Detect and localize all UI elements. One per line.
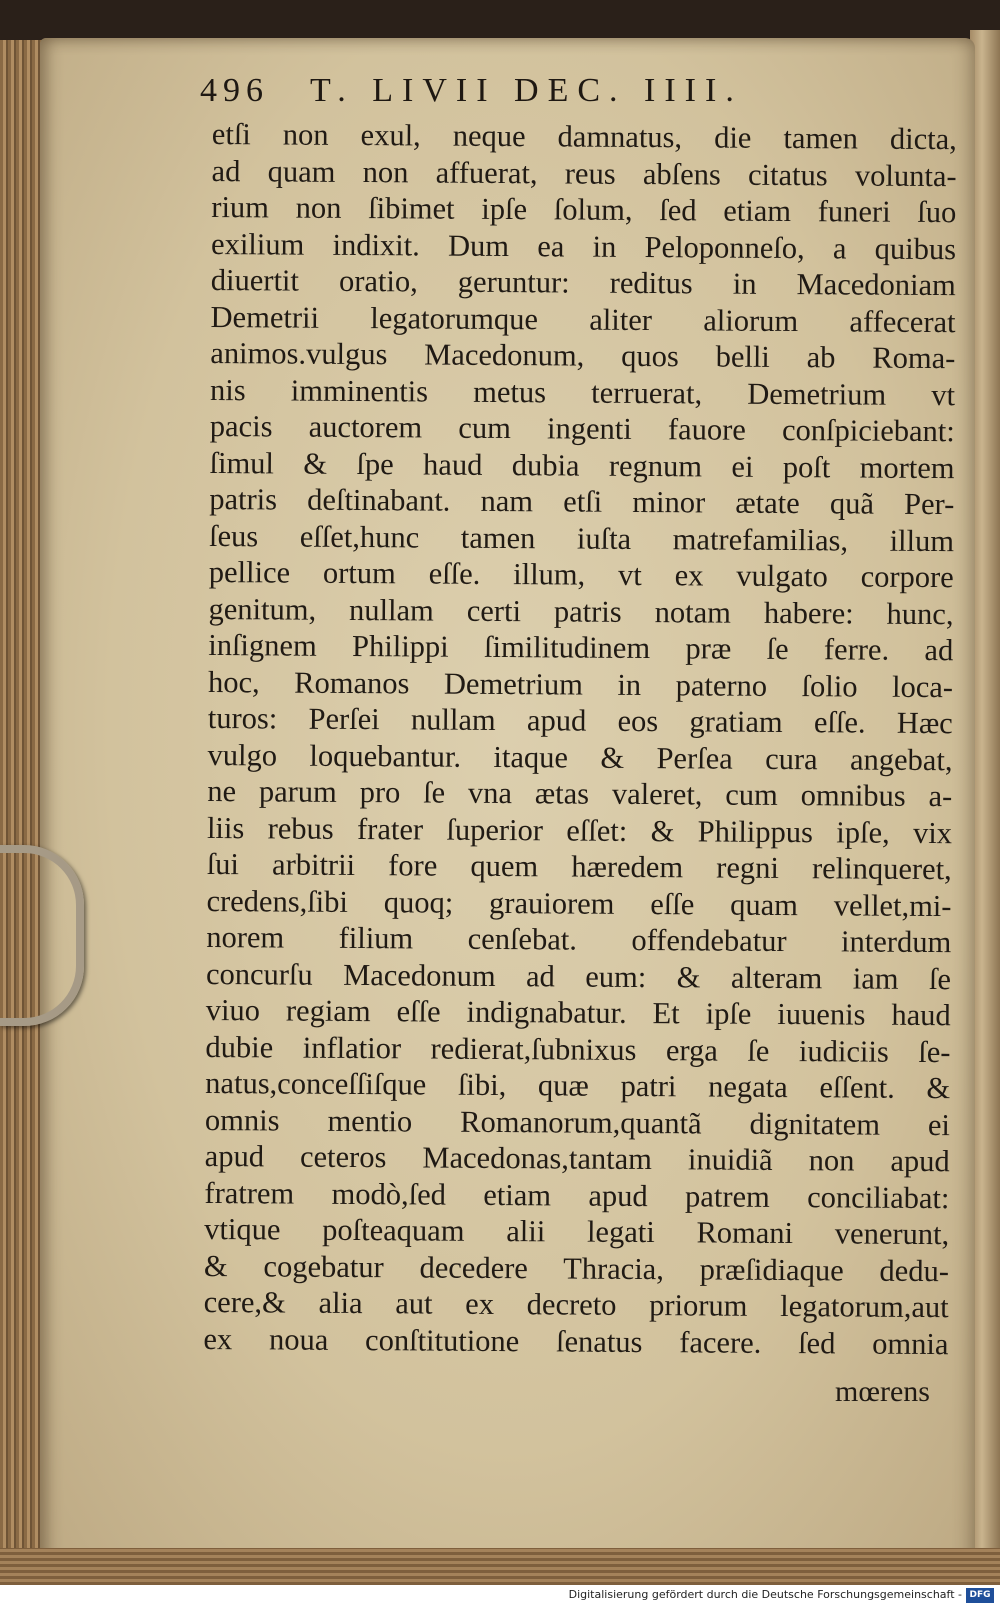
text-line: patris deſtinabant. nam etſi minor ætate quã Per-	[209, 481, 955, 522]
text-line: genitum, nullam certi patris notam habere: hunc,	[208, 591, 954, 631]
digitization-credit-bar	[0, 1585, 1000, 1607]
text-line: hoc, Romanos Demetrium in paterno ſolio loca-	[207, 664, 954, 704]
text-line: exilium indixit. Dum ea in Peloponneſo, a quibus	[210, 226, 957, 266]
text-line: ad quam non affuerat, reus abſens citatus volunta-	[211, 153, 957, 193]
credit-text: Digitalisierung gefördert durch die Deutsche Forschungsgemeinschaft -	[568, 1588, 962, 1601]
page-header	[200, 72, 850, 116]
text-line: turos: Perſei nullam apud eos gratiam eſſe. Hæc	[207, 700, 953, 741]
text-line: liis rebus frater ſuperior eſſet: & Philippus ipſe, vix	[206, 810, 953, 850]
dfg-logo-icon: DFG	[966, 1588, 994, 1603]
text-line: natus,conceſſiſque ſibi, quæ patri negata eſſent. &	[205, 1065, 951, 1106]
page-number: 496	[200, 72, 269, 109]
text-line: ſui arbitrii fore quem hæredem regni relinqueret,	[206, 846, 952, 887]
text-line: viuo regiam eſſe indignabatur. Et ipſe iuuenis haud	[205, 992, 951, 1033]
text-line: inſignem Philippi ſimilitudinem præ ſe ferre. ad	[208, 627, 954, 668]
text-line: dubie inflatior redierat,ſubnixus erga ſe iudiciis ſe-	[205, 1029, 951, 1069]
text-line: credens,ſibi quoq; grauiorem eſſe quam vellet,mi-	[206, 883, 952, 923]
text-line: Demetrii legatorumque aliter aliorum affecerat	[210, 299, 956, 339]
text-line: & cogebatur decedere Thracia, præſidiaque dedu-	[203, 1248, 950, 1288]
text-line: rium non ſibimet ipſe ſolum, ſed etiam funeri ſuo	[211, 189, 957, 230]
text-line: fratrem modò,ſed etiam apud patrem conciliabat:	[204, 1175, 950, 1215]
text-line: pacis auctorem cum ingenti fauore conſpiciebant:	[209, 408, 955, 449]
text-line: etſi non exul, neque damnatus, die tamen dicta,	[211, 116, 957, 157]
text-line: ne parum pro ſe vna ætas valeret, cum omnibus a-	[207, 773, 953, 814]
book-page-edges-bottom	[0, 1548, 1000, 1585]
running-head: T. LIVII DEC. IIII.	[310, 72, 743, 109]
text-line: ſeus eſſet,hunc tamen iuſta matrefamilias, illum	[208, 518, 955, 558]
catchword: mœrens	[835, 1375, 930, 1408]
text-line: omnis mentio Romanorum,quantã dignitatem ei	[204, 1102, 951, 1142]
text-line: nis imminentis metus terruerat, Demetrium vt	[209, 372, 956, 412]
text-line: concurſu Macedonum ad eum: & alteram iam ſe	[205, 956, 952, 996]
text-line: diuertit oratio, geruntur: reditus in Macedoniam	[210, 262, 956, 303]
text-line: animos.vulgus Macedonum, quos belli ab Roma-	[210, 335, 956, 376]
text-line: vtique poſteaquam alii legati Romani venerunt,	[204, 1211, 950, 1252]
text-line: vulgo loquebantur. itaque & Perſea cura angebat,	[207, 737, 953, 777]
text-line: ex noua conſtitutione ſenatus facere. ſed omnia	[203, 1321, 949, 1361]
text-line: ſimul & ſpe haud dubia regnum ei poſt mortem	[209, 445, 955, 485]
text-line: pellice ortum eſſe. illum, vt ex vulgato corpore	[208, 554, 954, 595]
text-line: norem filium cenſebat. offendebatur interdum	[206, 919, 952, 960]
body-text	[203, 116, 957, 1362]
text-line: apud ceteros Macedonas,tantam inuidiã non apud	[204, 1138, 950, 1179]
book-clasp	[0, 845, 84, 1026]
text-line: cere,& alia aut ex decreto priorum legatorum,aut	[203, 1284, 949, 1325]
